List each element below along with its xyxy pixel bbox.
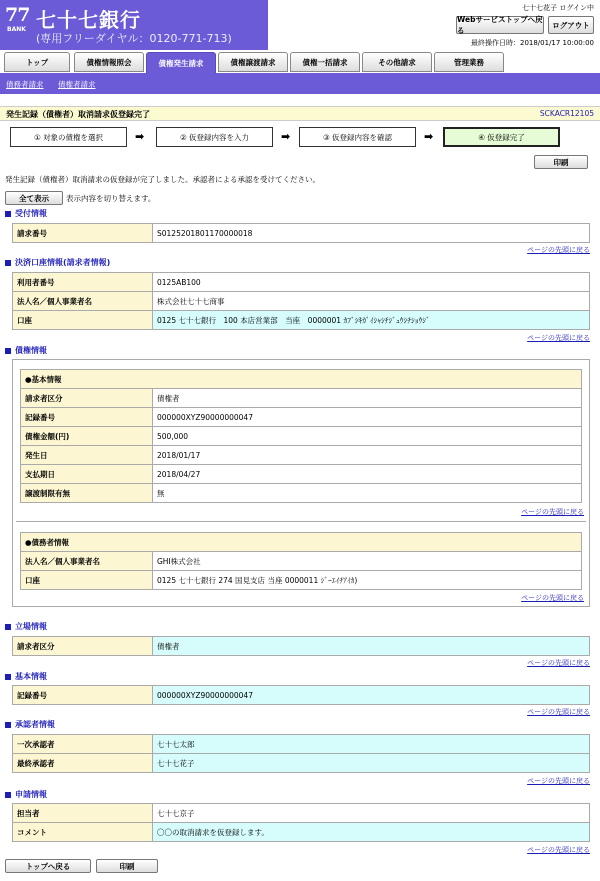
- issue-date: 2018/01/17: [153, 446, 582, 465]
- section-position-title: [5, 621, 47, 632]
- bank-name: 七十七銀行: [36, 8, 141, 32]
- table-row: [13, 754, 590, 773]
- phone-number: (専用フリーダイヤル：0120-771-713): [36, 32, 232, 45]
- row-label: 記録番号: [13, 686, 153, 705]
- final-approver: 七十七花子: [153, 754, 590, 773]
- tab-management[interactable]: 管理業務: [434, 52, 504, 72]
- section-square-icon: [5, 674, 11, 680]
- show-all-note: 表示内容を切り替えます。: [66, 194, 156, 203]
- table-row: [21, 552, 582, 571]
- row-label: コメント: [13, 823, 153, 842]
- table-row: [13, 292, 590, 311]
- row-label: 記録番号: [21, 408, 153, 427]
- row-label: 請求者区分: [13, 637, 153, 656]
- row-label: 利用者番号: [13, 273, 153, 292]
- table-row: [13, 273, 590, 292]
- page-title: 発生記録（債権者）取消請求仮登録完了: [6, 110, 150, 119]
- divider: [16, 521, 586, 522]
- section-label: 受付情報: [15, 209, 47, 218]
- company-name: 株式会社七十七商事: [153, 292, 590, 311]
- page-top-link[interactable]: ページの先頭に戻る: [527, 708, 590, 716]
- tab-other-request[interactable]: その他請求: [362, 52, 432, 72]
- main-tabs: [0, 52, 600, 74]
- subnav-creditor-request[interactable]: 債権者請求: [58, 80, 96, 89]
- step-arrow-icon: ➡: [281, 130, 291, 143]
- page-title-bar: [0, 106, 600, 121]
- tab-claim-inquiry[interactable]: 債権情報照会: [74, 52, 144, 72]
- section-square-icon: [5, 722, 11, 728]
- basic-record-number: 000000XYZ90000000047: [153, 686, 590, 705]
- comment: 〇〇の取消請求を仮登録します。: [153, 823, 590, 842]
- row-label: 法人名／個人事業者名: [13, 292, 153, 311]
- table-row: [13, 735, 590, 754]
- table-row: [21, 446, 582, 465]
- page-top-link[interactable]: ページの先頭に戻る: [527, 777, 590, 785]
- row-label: 発生日: [21, 446, 153, 465]
- table-row: [21, 408, 582, 427]
- row-label: 請求者区分: [21, 389, 153, 408]
- page-top-link[interactable]: ページの先頭に戻る: [527, 659, 590, 667]
- section-square-icon: [5, 348, 11, 354]
- step-arrow-icon: ➡: [135, 130, 145, 143]
- subnav-debtor-request[interactable]: 債務者請求: [6, 80, 44, 89]
- bank-logo[interactable]: [0, 0, 268, 50]
- applicant-table: [12, 803, 590, 842]
- logo-bank-text: BANK: [7, 26, 26, 33]
- section-claim-title: [5, 345, 47, 356]
- table-row: [13, 637, 590, 656]
- tab-claim-transfer[interactable]: 債権譲渡請求: [218, 52, 288, 72]
- web-service-top-button[interactable]: Webサービストップへ戻る: [457, 15, 543, 35]
- screen-code: SCKACR12105: [539, 109, 594, 118]
- section-square-icon: [5, 624, 11, 630]
- section-square-icon: [5, 792, 11, 798]
- table-row: [13, 804, 590, 823]
- page-top-link[interactable]: ページの先頭に戻る: [527, 334, 590, 342]
- section-square-icon: [5, 211, 11, 217]
- section-label: 申請情報: [15, 790, 47, 799]
- table-row: [13, 823, 590, 842]
- table-row: [13, 311, 590, 330]
- approver-table: [12, 734, 590, 773]
- page-top-link[interactable]: ページの先頭に戻る: [521, 508, 584, 516]
- section-label: 立場情報: [15, 622, 47, 631]
- basic-info-header: ●基本情報: [21, 370, 582, 389]
- tab-top[interactable]: トップ: [4, 52, 70, 72]
- claim-amount: 500,000: [153, 427, 582, 446]
- transfer-restriction: 無: [153, 484, 582, 503]
- table-row: [13, 686, 590, 705]
- step-arrow-icon: ➡: [424, 130, 434, 143]
- step-1: ① 対象の債権を選択: [10, 127, 127, 147]
- section-label: 承認者情報: [15, 720, 55, 729]
- table-row: [21, 389, 582, 408]
- row-label: 最終承認者: [13, 754, 153, 773]
- person-in-charge: 七十七京子: [153, 804, 590, 823]
- section-settlement-title: [5, 257, 110, 268]
- table-row: [21, 533, 582, 552]
- login-status: 七十七花子 ログイン中: [522, 4, 594, 12]
- position-requester-type: 債権者: [153, 637, 590, 656]
- section-approver-title: [5, 719, 55, 730]
- row-label: 口座: [13, 311, 153, 330]
- print-button-top[interactable]: 印刷: [534, 155, 588, 169]
- row-label: 担当者: [13, 804, 153, 823]
- print-button-bottom[interactable]: 印刷: [96, 859, 158, 873]
- reception-table: [12, 223, 590, 243]
- table-row: [21, 427, 582, 446]
- logo-number: 77: [5, 4, 30, 26]
- section-basic-title: [5, 671, 47, 682]
- claim-debtor-table: [20, 532, 582, 590]
- row-label: 法人名／個人事業者名: [21, 552, 153, 571]
- step-4-current: ④ 仮登録完了: [443, 127, 560, 147]
- debtor-account: 0125 七十七銀行 274 国見支店 当座 0000011 ｼﾞｰｴｲﾁｱｲｶ): [153, 571, 582, 590]
- logout-button[interactable]: ログアウト: [548, 16, 594, 34]
- row-label: 口座: [21, 571, 153, 590]
- section-reception-title: [5, 208, 47, 219]
- row-label: 一次承認者: [13, 735, 153, 754]
- table-row: [21, 571, 582, 590]
- position-table: [12, 636, 590, 656]
- user-number: 0125AB100: [153, 273, 590, 292]
- basic-table: [12, 685, 590, 705]
- step-2: ② 仮登録内容を入力: [156, 127, 273, 147]
- record-number: 000000XYZ90000000047: [153, 408, 582, 427]
- table-row: [21, 370, 582, 389]
- row-label: 支払期日: [21, 465, 153, 484]
- header: [0, 0, 600, 50]
- page-top-link[interactable]: ページの先頭に戻る: [521, 594, 584, 602]
- table-row: [21, 465, 582, 484]
- due-date: 2018/04/27: [153, 465, 582, 484]
- section-applicant-title: [5, 789, 47, 800]
- page-top-link[interactable]: ページの先頭に戻る: [527, 246, 590, 254]
- completion-message: 発生記録（債権者）取消請求の仮登録が完了しました。承認者による承認を受けてください。: [5, 175, 320, 184]
- back-to-top-button[interactable]: トップへ戻る: [5, 859, 91, 873]
- table-row: [13, 224, 590, 243]
- tab-claim-issue[interactable]: 債権発生請求: [146, 52, 216, 74]
- row-label: 譲渡制限有無: [21, 484, 153, 503]
- debtor-info-header: ●債務者情報: [21, 533, 582, 552]
- requester-type: 債権者: [153, 389, 582, 408]
- account: 0125 七十七銀行 100 本店営業部 当座 0000001 ｶﾌﾞｼｷｶﾞｲｼｬｼﾁｼﾞｭｳｼﾁｼｮｳｼﾞ: [153, 311, 590, 330]
- last-operation-time: 最終操作日時：2018/01/17 10:00:00: [470, 39, 594, 47]
- tab-claim-bulk[interactable]: 債権一括請求: [290, 52, 360, 72]
- table-row: [21, 484, 582, 503]
- show-all-button[interactable]: 全て表示: [5, 191, 63, 205]
- first-approver: 七十七太郎: [153, 735, 590, 754]
- settlement-table: [12, 272, 590, 330]
- section-square-icon: [5, 260, 11, 266]
- request-number: S0125201801170000018: [153, 224, 590, 243]
- debtor-name: GHI株式会社: [153, 552, 582, 571]
- page-top-link[interactable]: ページの先頭に戻る: [527, 846, 590, 854]
- row-label: 債権金額(円): [21, 427, 153, 446]
- sub-navigation: [0, 76, 600, 94]
- row-label: 請求番号: [13, 224, 153, 243]
- section-label: 基本情報: [15, 672, 47, 681]
- section-label: 債権情報: [15, 346, 47, 355]
- step-3: ③ 仮登録内容を確認: [299, 127, 416, 147]
- claim-basic-table: [20, 369, 582, 503]
- section-label: 決済口座情報(請求者情報): [15, 258, 111, 267]
